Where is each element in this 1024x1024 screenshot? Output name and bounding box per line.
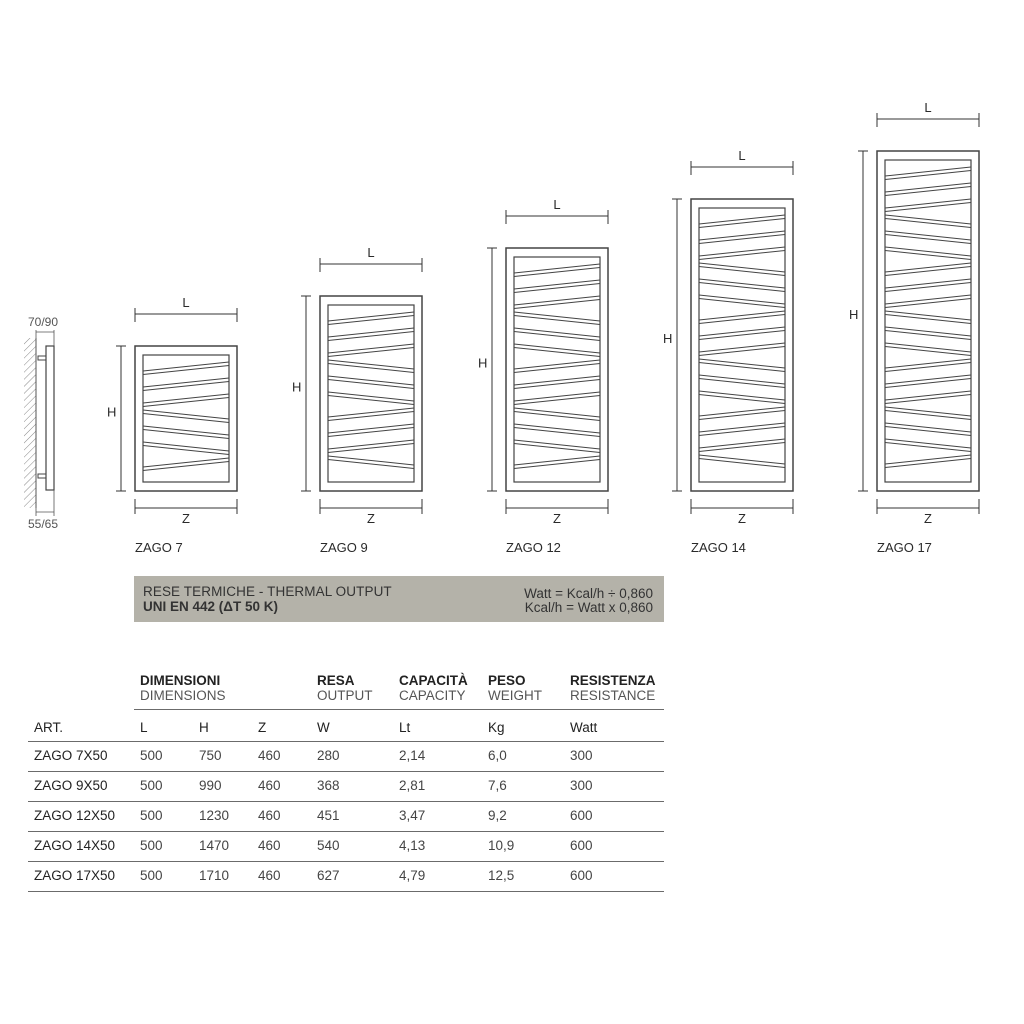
col-z: Z (258, 720, 267, 735)
table-row (0, 771, 1024, 801)
group-header-resistance (570, 673, 656, 703)
cell-watt: 300 (570, 778, 593, 793)
dim-z-label: Z (924, 511, 932, 526)
table-row (0, 861, 1024, 891)
cell-l: 500 (140, 778, 163, 793)
model-label: ZAGO 9 (320, 540, 368, 555)
model-label: ZAGO 7 (135, 540, 183, 555)
group-en: RESISTANCE (570, 688, 656, 703)
cell-h: 750 (199, 748, 222, 763)
row-divider (28, 891, 664, 892)
cell-h: 990 (199, 778, 222, 793)
dim-z-label: Z (738, 511, 746, 526)
cell-z: 460 (258, 808, 281, 823)
side-view (24, 315, 58, 531)
header-divider (134, 709, 664, 710)
table-row (0, 741, 1024, 771)
group-header-dimensions (140, 673, 226, 703)
dim-z-label: Z (553, 511, 561, 526)
col-h: H (199, 720, 209, 735)
cell-watt: 600 (570, 808, 593, 823)
group-it: RESA (317, 673, 355, 688)
cell-lt: 4,79 (399, 868, 426, 883)
cell-lt: 2,14 (399, 748, 426, 763)
cell-lt: 4,13 (399, 838, 426, 853)
radiator-zago-4 (663, 148, 793, 555)
cell-kg: 6,0 (488, 748, 507, 763)
cell-h: 1710 (199, 868, 230, 883)
group-it: PESO (488, 673, 526, 688)
cell-w: 540 (317, 838, 340, 853)
table-row (0, 801, 1024, 831)
dim-l-label: L (553, 197, 561, 212)
dim-h-label: H (478, 355, 488, 371)
thermal-output-banner (134, 576, 664, 622)
model-label: ZAGO 17 (877, 540, 932, 555)
radiator-zago-3 (478, 197, 608, 555)
cell-h: 1470 (199, 838, 230, 853)
cell-z: 460 (258, 838, 281, 853)
model-label: ZAGO 12 (506, 540, 561, 555)
radiator-zago-5 (849, 100, 979, 555)
cell-z: 460 (258, 778, 281, 793)
col-lt: Lt (399, 720, 411, 735)
cell-art: ZAGO 17X50 (34, 868, 116, 883)
cell-l: 500 (140, 748, 163, 763)
cell-art: ZAGO 7X50 (34, 748, 108, 763)
cell-l: 500 (140, 838, 163, 853)
cell-watt: 300 (570, 748, 593, 763)
cell-art: ZAGO 14X50 (34, 838, 116, 853)
dim-h-label: H (663, 331, 673, 346)
dim-z-label: Z (182, 511, 190, 526)
group-en: CAPACITY (399, 688, 466, 703)
dim-l-label: L (924, 100, 932, 115)
group-it: DIMENSIONI (140, 673, 221, 688)
col-kg: Kg (488, 720, 505, 735)
cell-kg: 12,5 (488, 868, 515, 883)
cell-art: ZAGO 12X50 (34, 808, 116, 823)
radiator-zago-1 (107, 295, 237, 555)
cell-watt: 600 (570, 838, 593, 853)
group-header-capacity (399, 673, 468, 703)
dim-l-label: L (367, 245, 375, 260)
group-en: DIMENSIONS (140, 688, 226, 703)
cell-w: 368 (317, 778, 340, 793)
col-l: L (140, 720, 148, 735)
cell-watt: 600 (570, 868, 593, 883)
side-top-label: 70/90 (28, 315, 59, 329)
cell-l: 500 (140, 808, 163, 823)
cell-l: 500 (140, 868, 163, 883)
cell-h: 1230 (199, 808, 230, 823)
dim-l-label: L (182, 295, 190, 310)
cell-kg: 10,9 (488, 838, 515, 853)
cell-kg: 7,6 (488, 778, 507, 793)
group-it: RESISTENZA (570, 673, 656, 688)
col-art: ART. (34, 720, 64, 735)
cell-z: 460 (258, 748, 281, 763)
cell-lt: 3,47 (399, 808, 426, 823)
cell-z: 460 (258, 868, 281, 883)
group-header-output (317, 673, 373, 703)
model-label: ZAGO 14 (691, 540, 746, 555)
group-header-weight (488, 673, 542, 703)
cell-w: 627 (317, 868, 340, 883)
group-en: OUTPUT (317, 688, 373, 703)
banner-formula-1: Watt = Kcal/h ÷ 0,860 (524, 586, 653, 601)
dim-z-label: Z (367, 511, 375, 526)
banner-standard: UNI EN 442 (ΔT 50 K) (143, 599, 278, 614)
dim-h-label: H (107, 404, 117, 420)
cell-w: 280 (317, 748, 340, 763)
dim-h-label: H (292, 379, 302, 395)
col-w: W (317, 720, 330, 735)
banner-title: RESE TERMICHE - THERMAL OUTPUT (143, 584, 392, 599)
radiator-zago-2 (292, 245, 422, 555)
dim-l-label: L (738, 148, 746, 163)
group-en: WEIGHT (488, 688, 542, 703)
cell-lt: 2,81 (399, 778, 426, 793)
col-watt: Watt (570, 720, 598, 735)
side-bottom-label: 55/65 (28, 517, 59, 531)
dim-h-label: H (849, 307, 859, 322)
cell-art: ZAGO 9X50 (34, 778, 108, 793)
cell-w: 451 (317, 808, 340, 823)
banner-formula-2: Kcal/h = Watt x 0,860 (524, 600, 653, 615)
table-row (0, 831, 1024, 861)
group-it: CAPACITÀ (399, 673, 468, 688)
cell-kg: 9,2 (488, 808, 507, 823)
